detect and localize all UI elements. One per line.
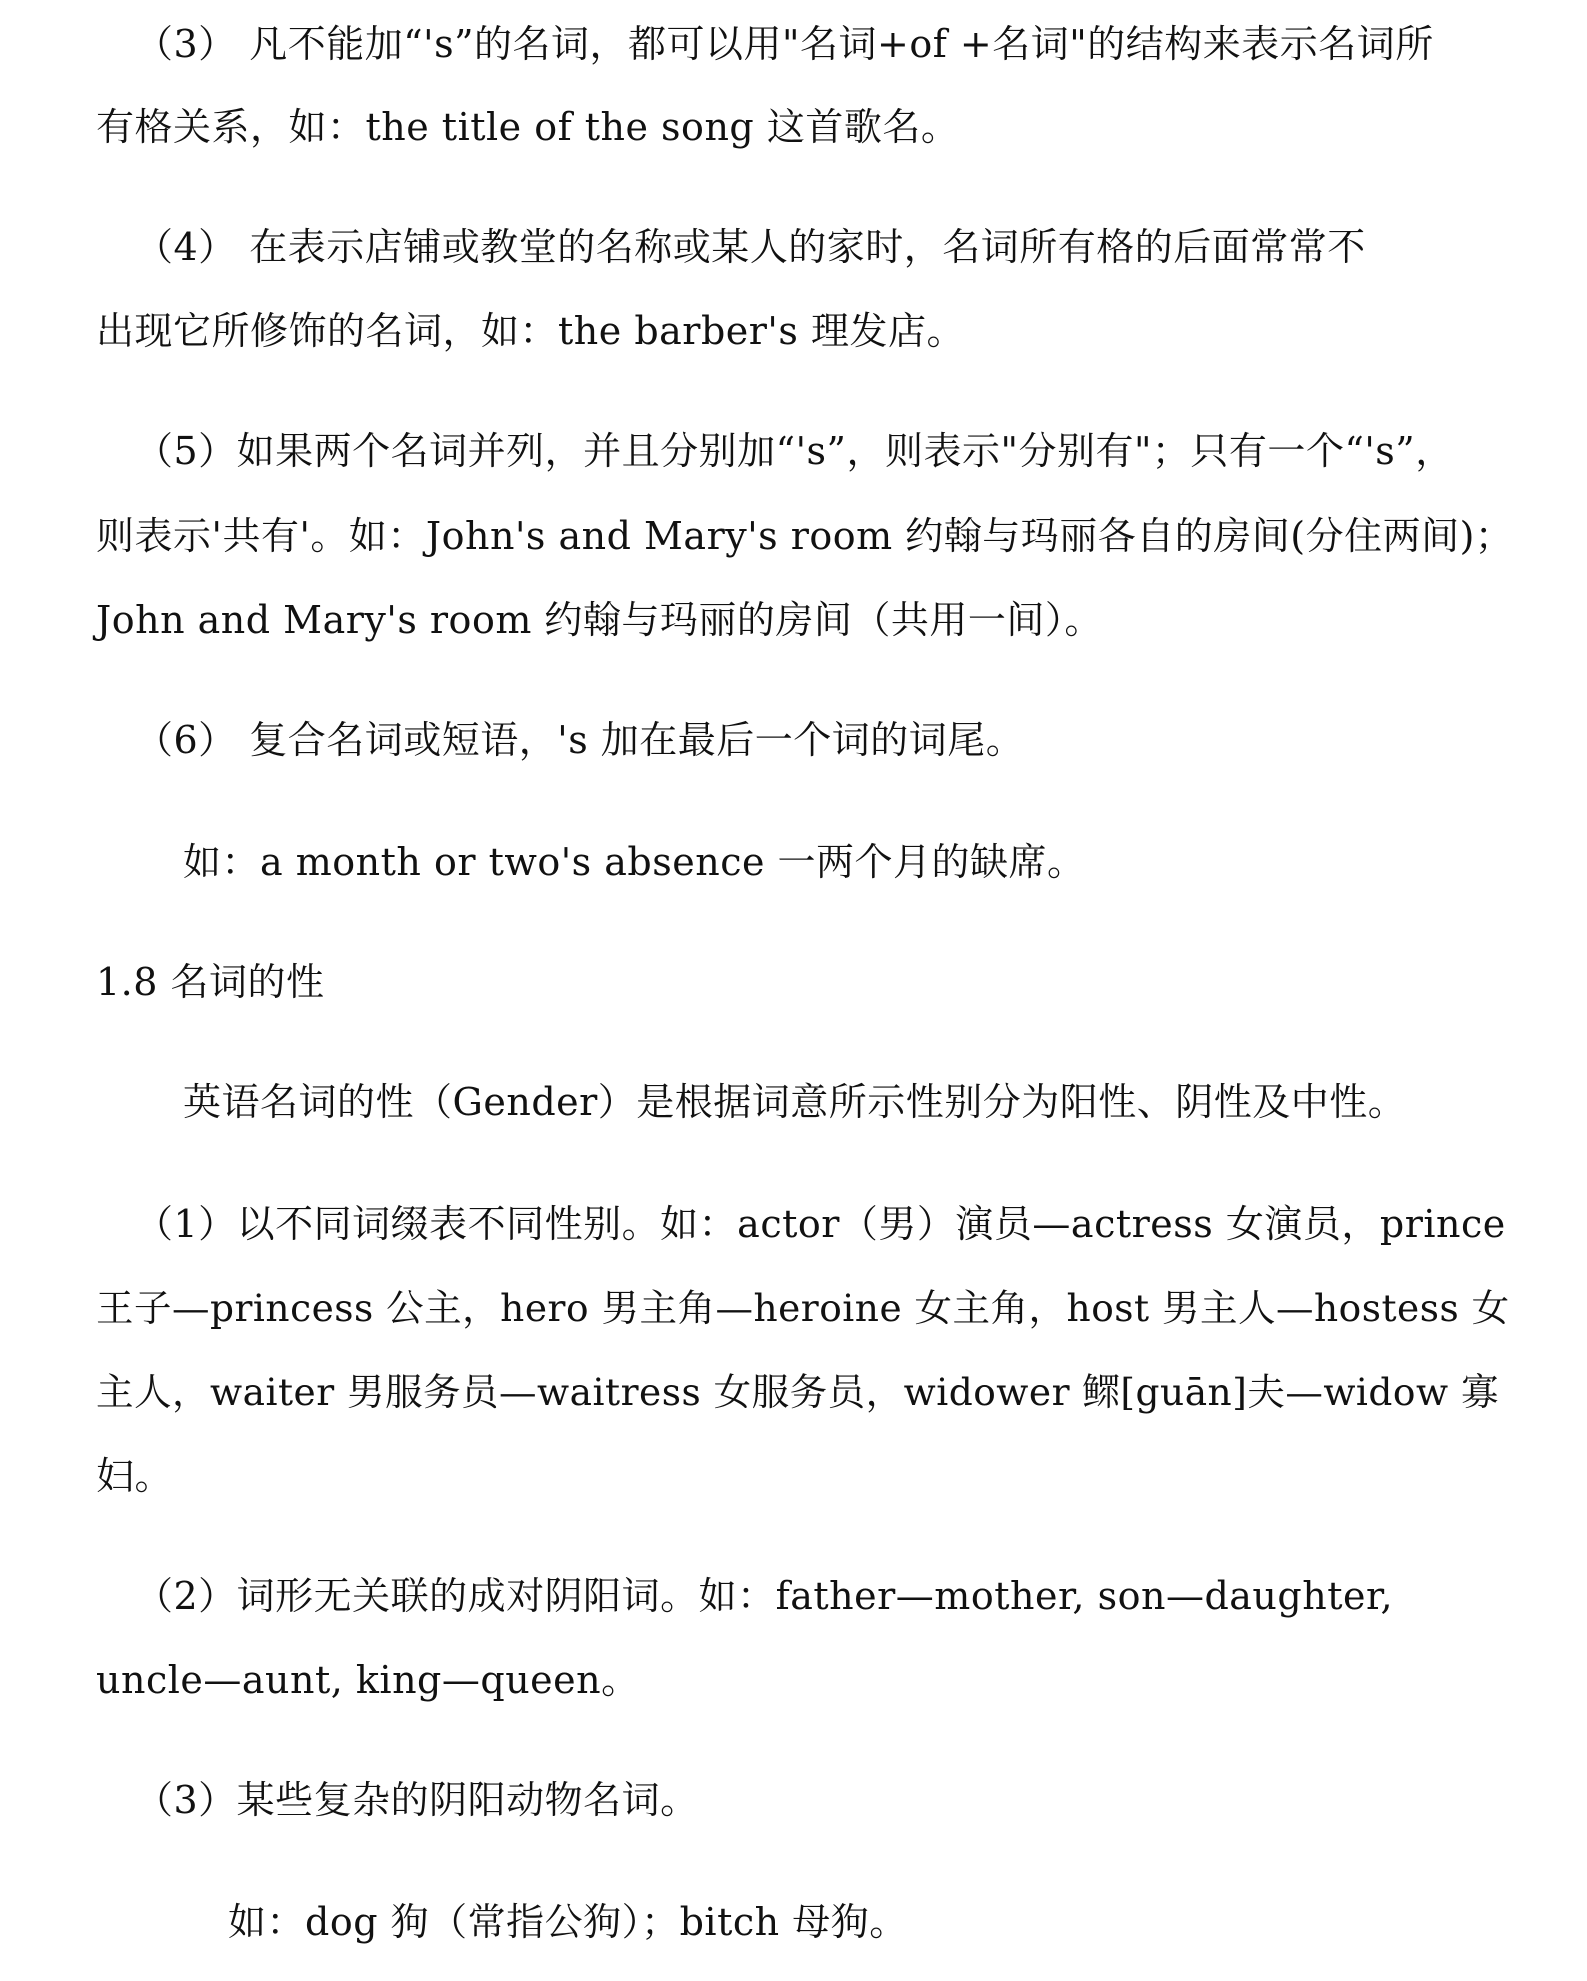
gender-1-line-1: （1）以不同词缀表不同性别。如：actor（男）演员—actress 女演员，prince bbox=[135, 1202, 1506, 1246]
gender-1-line-3: 主人，waiter 男服务员—waitress 女服务员，widower 鳏[guān]夫—widow 寡 bbox=[96, 1370, 1500, 1414]
paragraph-6-line-1: （6） 复合名词或短语，'s 加在最后一个词的词尾。 bbox=[135, 718, 1025, 762]
gender-3-example: 如：dog 狗（常指公狗）；bitch 母狗。 bbox=[228, 1900, 908, 1944]
paragraph-6-example: 如：a month or two's absence 一两个月的缺席。 bbox=[183, 840, 1086, 884]
paragraph-5-line-2: 则表示'共有'。如：John's and Mary's room 约翰与玛丽各自的房间(分住两间)； bbox=[96, 514, 1514, 558]
gender-2-line-1: （2）词形无关联的成对阴阳词。如：father—mother, son—daughter, bbox=[135, 1574, 1394, 1618]
gender-intro: 英语名词的性（Gender）是根据词意所示性别分为阳性、阴性及中性。 bbox=[183, 1080, 1407, 1124]
gender-2-line-2: uncle—aunt, king—queen。 bbox=[96, 1658, 640, 1702]
paragraph-5-line-3: John and Mary's room 约翰与玛丽的房间（共用一间）。 bbox=[96, 598, 1103, 642]
gender-3-line-1: （3）某些复杂的阴阳动物名词。 bbox=[135, 1778, 699, 1822]
paragraph-4-line-2: 出现它所修饰的名词，如：the barber's 理发店。 bbox=[96, 309, 965, 353]
paragraph-3-line-2: 有格关系，如：the title of the song 这首歌名。 bbox=[96, 105, 960, 149]
gender-1-line-2: 王子—princess 公主，hero 男主角—heroine 女主角，host 男主人—hostess 女 bbox=[96, 1286, 1510, 1330]
section-heading: 1.8 名词的性 bbox=[96, 960, 325, 1004]
gender-1-line-4: 妇。 bbox=[96, 1454, 174, 1498]
paragraph-3-line-1: （3） 凡不能加“'s”的名词，都可以用"名词+of +名词"的结构来表示名词所 bbox=[135, 22, 1434, 66]
paragraph-5-line-1: （5）如果两个名词并列，并且分别加“'s”，则表示"分别有"；只有一个“'s”， bbox=[135, 429, 1454, 473]
paragraph-4-line-1: （4） 在表示店铺或教堂的名称或某人的家时，名词所有格的后面常常不 bbox=[135, 225, 1366, 269]
